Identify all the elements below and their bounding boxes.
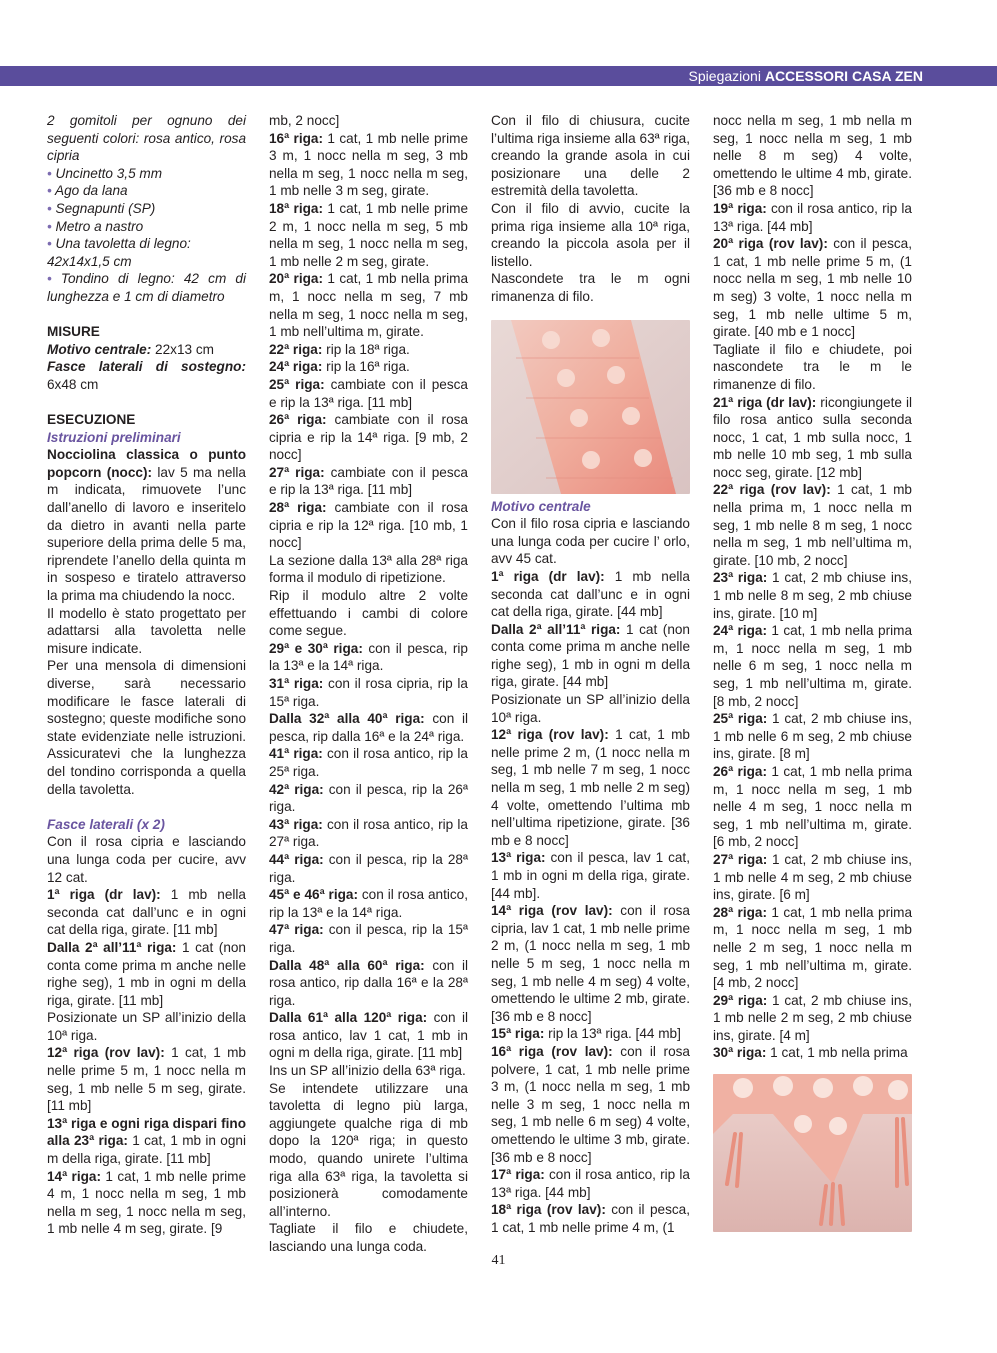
material-item: • Segnapunti (SP) — [47, 200, 156, 216]
column-3 — [491, 112, 690, 1236]
esecuzione-heading: ESECUZIONE — [47, 412, 136, 428]
instruction-row: La sezione dalla 13ª alla 28ª riga forma il modulo di ripetizione. — [269, 552, 468, 586]
instruction-row: Dalla 61ª alla 120ª riga: con il rosa antico, lav 1 cat, 1 mb in ogni m della riga, girate. [11 mb] — [269, 1010, 468, 1061]
header-magazine-title: ACCESSORI CASA ZEN — [764, 68, 923, 84]
instruction-row: Tagliate il filo e chiudete, lasciando una lunga coda. — [269, 1221, 468, 1254]
instruction-row: 22ª riga (rov lav): 1 cat, 1 mb nella prima m, 1 nocc nella m seg, 1 mb nelle 8 m seg, 1 nocc nella m seg, 1 mb nell’ultima m, girate. [10 mb, 2 nocc] — [713, 482, 912, 568]
motivo-subheading: Motivo centrale — [491, 498, 591, 514]
instruction-row: 25ª riga: 1 cat, 2 mb chiuse ins, 1 mb nelle 6 m seg, 2 mb chiuse ins, girate. [8 m] — [713, 711, 912, 762]
instruction-row: Se intendete utilizzare una tavoletta di legno più larga, aggiungete qualche riga di mb dopo la 120ª riga; in questo modo, quando unirete l’ultima riga alla 63ª riga, la tavoletta si posizionerà comodamente all’interno. — [269, 1080, 468, 1219]
paragraph: Con il rosa cipria e lasciando una lunga coda per cucire, avv 12 cat. — [47, 834, 246, 885]
bullet-icon: • — [47, 200, 56, 216]
instruction-row: 23ª riga: 1 cat, 2 mb chiuse ins, 1 mb nelle 8 m seg, 2 mb chiuse ins, girate. [10 m] — [713, 570, 912, 621]
bullet-icon: • — [47, 218, 56, 234]
instruction-row: 25ª riga: cambiate con il pesca e rip la 13ª riga. [11 mb] — [269, 376, 468, 410]
instruction-row: nocc nella m seg, 1 mb nella m seg, 1 nocc nella m seg, 1 mb nelle 8 m seg) 4 volte, omettendo le ultime 4 mb, girate. [36 mb e 8 nocc] — [713, 113, 912, 199]
motivo-rows — [491, 568, 690, 1237]
instruction-row: Ins un SP all’inizio della 63ª riga. — [269, 1063, 466, 1079]
tassel-detail-photo — [713, 1074, 912, 1232]
instruction-row: 12ª riga (rov lav): 1 cat, 1 mb nelle prime 5 m, 1 nocc nella m seg, 1 mb nelle 5 m seg, girate. [11 mb] — [47, 1045, 246, 1114]
instruction-row: mb, 2 nocc] — [269, 113, 340, 128]
header-band — [0, 66, 997, 86]
material-item: • Una tavoletta di legno: 42x14x1,5 cm — [47, 236, 191, 269]
instruction-row: 14ª riga (rov lav): con il rosa cipria, lav 1 cat, 1 mb nelle prime 2 m, (1 nocc nella m seg, 1 mb nelle 5 m seg, 1 nocc nella m seg, 1 mb nelle 4 m seg) 4 volte, omettendo le ultime 2 mb, girate. [36 mb e 8 nocc] — [491, 903, 690, 1024]
instruction-row: 45ª e 46ª riga: con il rosa antico, rip la 13ª e la 14ª riga. — [269, 887, 469, 920]
instruction-row: 16ª riga (rov lav): con il rosa polvere, 1 cat, 1 mb nelle prime 3 m, (1 nocc nella m seg, 1 mb nelle 3 m seg, 1 nocc nella m seg, 1 mb nelle 6 m seg) 4 volte, omettendo le ultime 3 mb, girate. [36 mb e 8 nocc] — [491, 1043, 690, 1165]
instruction-row: 22ª riga: rip la 18ª riga. — [269, 341, 410, 357]
instruction-row: 17ª riga: con il rosa antico, rip la 13ª riga. [44 mb] — [491, 1167, 690, 1200]
instruction-row: Tagliate il filo e chiudete, poi nascondete tra le m le rimanenze di filo. — [713, 341, 912, 392]
bullet-icon: • — [47, 183, 56, 199]
material-item: • Uncinetto 3,5 mm — [47, 165, 163, 181]
column-2 — [269, 112, 468, 1256]
material-item: • Metro a nastro — [47, 218, 144, 234]
instruction-row: 47ª riga: con il pesca, rip la 15ª riga. — [269, 922, 468, 955]
instruction-row: Posizionate un SP all’inizio della 10ª riga. — [47, 1010, 246, 1043]
instruction-row: 20ª riga: 1 cat, 1 mb nella prima m, 1 nocc nella m seg, 7 mb nella m seg, 1 nocc nella m seg, 1 mb nell’ultima m, girate. — [269, 271, 468, 340]
bullet-icon: • — [47, 271, 61, 287]
header-section: Spiegazioni — [688, 68, 761, 84]
fasce-subheading: Fasce laterali (x 2) — [47, 816, 165, 832]
paragraph: Nascondete tra le m ogni rimanenza di filo. — [491, 271, 690, 304]
instruction-row: 18ª riga (rov lav): con il pesca, 1 cat, 1 mb nelle prime 4 m, (1 — [491, 1202, 691, 1235]
instruction-row: 26ª riga: 1 cat, 1 mb nella prima m, 1 nocc nella m seg, 1 mb nelle 4 m seg, 1 nocc nella m seg, 1 mb nell’ultima m, girate. [6 mb, 2 nocc] — [713, 763, 912, 850]
bullet-icon: • — [47, 165, 56, 181]
motivo-rows-continued — [713, 112, 912, 1062]
paragraph: Il modello è stato progettato per adattarsi alla tavoletta nelle misure indicate. — [47, 605, 246, 656]
instruction-row: 26ª riga: cambiate con il rosa cipria e rip la 14ª riga. [9 mb, 2 nocc] — [269, 412, 468, 463]
instruction-row: Dalla 48ª alla 60ª riga: con il rosa antico, rip dalla 16ª e la 28ª riga. — [269, 957, 468, 1008]
column-4 — [713, 112, 912, 1232]
instruction-row: 31ª riga: con il rosa cipria, rip la 15ª riga. — [269, 676, 468, 709]
instruction-row: 20ª riga (rov lav): con il pesca, 1 cat, 1 mb nelle prime 5 m, (1 nocc nella m seg, 1 mb nelle 10 m seg) 3 volte, 1 nocc nella m seg, 1 mb nelle ultime 5 m, girate. [40 mb e 1 nocc] — [713, 236, 913, 340]
paragraph: Per una mensola di dimensioni diverse, sarà necessario modificare le fasce laterali di sostegno; queste modifiche sono state evidenziate nelle istruzioni. Assicuratevi che la lunghezza del tondino corrisponda a quella della tavoletta. — [47, 658, 246, 797]
materials-list — [47, 165, 246, 306]
fasce-rows-continued — [269, 112, 468, 1256]
nocc-instruction: Nocciolina classica o punto popcorn (nocc): lav 5 ma nella m indicata, rimuovete l’unc dall’anello di lavoro e inseritelo da dietro in avanti nella parte superiore della prima delle 5 ma, riprendete l’anello della quinta m in sospeso e tiratelo attraverso la prima ma chiudendo la nocc. — [47, 447, 246, 604]
instruction-row: 41ª riga: con il rosa antico, rip la 25ª riga. — [269, 746, 468, 779]
instruction-row: 1ª riga (dr lav): 1 mb nella seconda cat dall’unc e in ogni cat della riga, girate. [44 mb] — [491, 568, 690, 620]
materials-intro: 2 gomitoli per ognuno dei seguenti colori: rosa antico, rosa cipria — [47, 113, 246, 164]
instruction-row: 14ª riga: 1 cat, 1 mb nelle prime 4 m, 1 nocc nella m seg, 1 mb nella m seg, 1 nocc nella m seg, 1 mb nelle 4 m seg, girate. [9 — [47, 1168, 246, 1237]
instruction-row: Rip il modulo altre 2 volte effettuando i cambi di colore come segue. — [269, 588, 468, 639]
instruction-row: 28ª riga: cambiate con il rosa cipria e rip la 12ª riga. [10 mb, 1 nocc] — [269, 500, 468, 551]
photo-tassels — [713, 1074, 912, 1232]
photo-crochet-strip — [491, 320, 690, 494]
instruction-row: 28ª riga: 1 cat, 1 mb nella prima m, 1 nocc nella m seg, 1 mb nelle 2 m seg, 1 nocc nella m seg, 1 mb nell’ultima m, girate. [4 mb, 2 nocc] — [713, 904, 912, 991]
instruction-row: 21ª riga (dr lav): ricongiungete il filo rosa antico sulla seconda nocc, 1 cat, 1 mb sulla nocc, 1 mb nelle 10 mb seg, 1 mb sulla nocc seg, girate. [12 mb] — [713, 394, 913, 480]
instruction-row: 24ª riga: rip la 16ª riga. — [269, 359, 410, 375]
instruction-row: 44ª riga: con il pesca, rip la 28ª riga. — [269, 851, 468, 885]
instruction-row: 29ª e 30ª riga: con il pesca, rip la 13ª e la 14ª riga. — [269, 640, 468, 674]
instruction-row: 15ª riga: rip la 13ª riga. [44 mb] — [491, 1026, 681, 1042]
istruzioni-subheading: Istruzioni preliminari — [47, 429, 181, 445]
material-item: • Tondino di legno: 42 cm di lunghezza e 1 cm di diametro — [47, 271, 246, 304]
material-item: • Ago da lana — [47, 183, 128, 199]
instruction-row: 19ª riga: con il rosa antico, rip la 13ª riga. [44 mb] — [713, 200, 912, 234]
instruction-row: 30ª riga: 1 cat, 1 mb nella prima — [713, 1045, 908, 1061]
fasce-rows — [47, 886, 246, 1238]
instruction-row: 29ª riga: 1 cat, 2 mb chiuse ins, 1 mb nelle 2 m seg, 2 mb chiuse ins, girate. [4 m] — [713, 992, 912, 1043]
misure-item: Motivo centrale: 22x13 cm — [47, 341, 214, 357]
misure-item: Fasce laterali di sostegno: 6x48 cm — [47, 359, 246, 392]
instruction-row: 12ª riga (rov lav): 1 cat, 1 mb nelle prime 2 m, (1 nocc nella m seg, 1 mb nelle 7 m seg, 1 nocc nella m seg, 1 mb nelle 2 m seg) 4 volte, omettendo l’ultima mb nell’ultima ripetizione, girate. [36 mb e 8 nocc] — [491, 727, 690, 848]
paragraph: Con il filo rosa cipria e lasciando una lunga coda per cucire l’ orlo, avv 45 cat. — [491, 516, 690, 567]
instruction-row: Dalla 2ª all’11ª riga: 1 cat (non conta come prima m anche nelle righe seg), 1 mb in ogni m della riga, girate. [11 mb] — [47, 939, 246, 1008]
instruction-row: Dalla 32ª alla 40ª riga: con il pesca, rip dalla 16ª e la 24ª riga. — [269, 711, 468, 744]
crochet-detail-photo — [491, 320, 690, 494]
instruction-row: 16ª riga: 1 cat, 1 mb nelle prime 3 m, 1 nocc nella m seg, 3 mb nella m seg, 1 nocc nella m seg, 1 mb nelle 3 m seg, girate. — [269, 130, 468, 199]
paragraph: Con il filo di avvio, cucite la prima riga insieme alla 10ª riga, creando la piccola asola per il listello. — [491, 200, 690, 269]
bullet-icon: • — [47, 236, 56, 252]
instruction-row: 42ª riga: con il pesca, rip la 26ª riga. — [269, 781, 468, 815]
instruction-row: 18ª riga: 1 cat, 1 mb nelle prime 2 m, 1 nocc nella m seg, 5 mb nella m seg, 1 nocc nella m seg, 1 mb nelle 2 m seg, girate. — [269, 200, 468, 269]
instruction-row: 1ª riga (dr lav): 1 mb nella seconda cat dall’unc e in ogni cat della riga, girate. [11 mb] — [47, 887, 246, 938]
paragraph: Con il filo di chiusura, cucite l’ultima riga insieme alla 63ª riga, creando la grande asola in cui posizionare una delle 2 estremità della tavoletta. — [491, 113, 690, 199]
instruction-row: Posizionate un SP all’inizio della 10ª riga. — [491, 692, 690, 725]
instruction-row: 27ª riga: cambiate con il pesca e rip la 13ª riga. [11 mb] — [269, 464, 468, 498]
instruction-row: 13ª riga e ogni riga dispari fino alla 23ª riga: 1 cat, 1 mb in ogni m della riga, girate. [11 mb] — [47, 1115, 247, 1167]
header-title — [689, 66, 923, 86]
page-number: 41 — [491, 1253, 506, 1268]
instruction-row: Dalla 2ª all’11ª riga: 1 cat (non conta come prima m anche nelle righe seg), 1 mb in ogni m della riga, girate. [44 mb] — [491, 621, 690, 690]
instruction-row: 13ª riga: con il pesca, lav 1 cat, 1 mb in ogni m della riga, girate. [44 mb]. — [491, 850, 690, 901]
column-1 — [47, 112, 246, 1238]
misure-heading: MISURE — [47, 324, 100, 340]
instruction-row: 24ª riga: 1 cat, 1 mb nella prima m, 1 nocc nella m seg, 1 mb nelle 6 m seg, 1 nocc nella m seg, 1 mb nell’ultima m, girate. [8 mb, 2 nocc] — [713, 623, 912, 709]
instruction-row: 43ª riga: con il rosa antico, rip la 27ª riga. — [269, 816, 468, 850]
instruction-row: 27ª riga: 1 cat, 2 mb chiuse ins, 1 mb nelle 4 m seg, 2 mb chiuse ins, girate. [6 m] — [713, 851, 912, 903]
